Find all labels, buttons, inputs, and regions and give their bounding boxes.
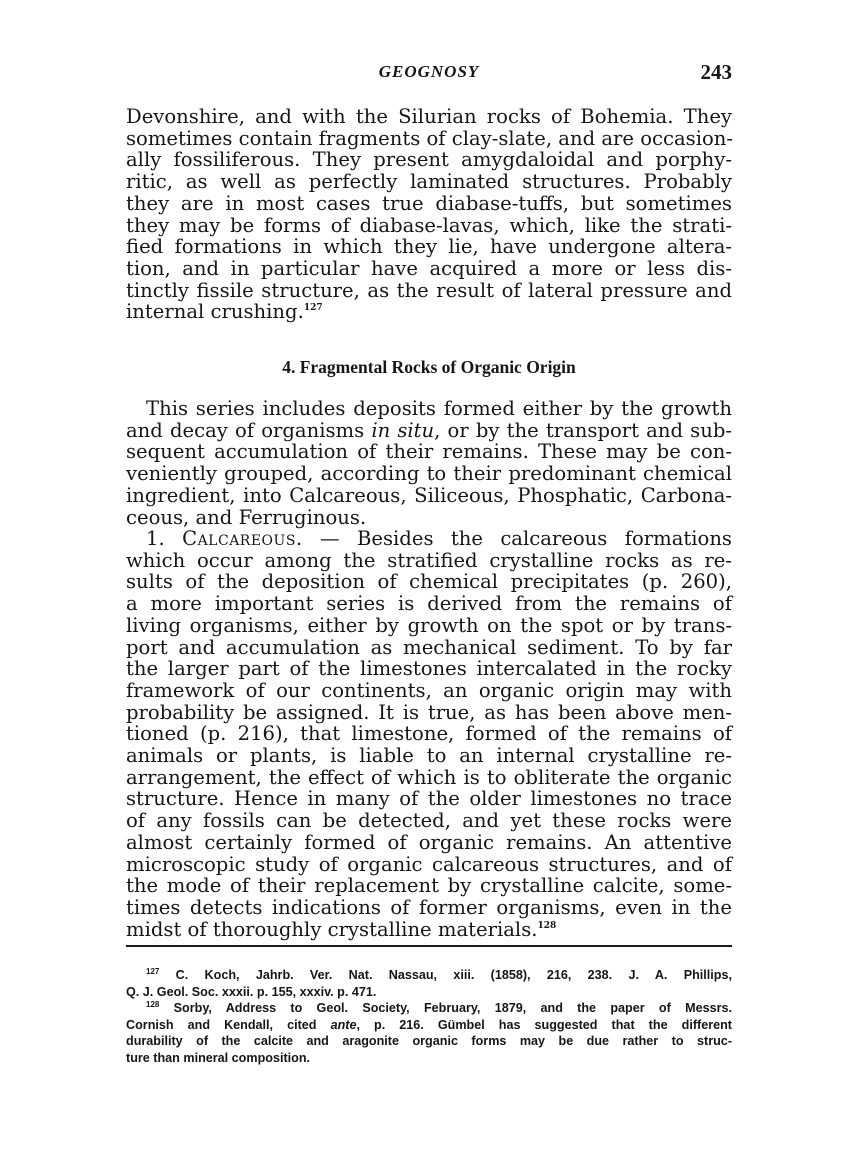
list-number: 1.: [146, 527, 165, 550]
text-line: they may be forms of diabase-lavas, which, like the strati-: [126, 213, 732, 237]
text-line: tinctly fissile structure, as the result of lateral pressure and: [126, 278, 732, 302]
text-line: [126, 919, 732, 941]
text-line: veniently grouped, according to their predominant chemical: [126, 462, 732, 486]
footnote-line: [126, 967, 732, 984]
footnote-mark: 127: [146, 967, 160, 976]
text-line: fied formations in which they lie, have undergone altera-: [126, 235, 732, 259]
footnote-127: [126, 967, 732, 1000]
footnote-line: [126, 1017, 732, 1034]
text-line: living organisms, either by growth on the spot or by trans-: [126, 613, 732, 637]
text-line: probability be assigned. It is true, as has been above men-: [126, 700, 732, 724]
text-fragment: internal crushing.: [126, 300, 304, 324]
paragraph-intro: [126, 398, 732, 528]
text-line: sults of the deposition of chemical precipitates (p. 260),: [126, 570, 732, 594]
footnote-ref-127: 127: [303, 303, 323, 314]
text-line: [126, 420, 732, 442]
text-line: the larger part of the limestones intercalated in the rocky: [126, 657, 732, 681]
text-fragment: , or by the transport and sub-: [434, 418, 732, 442]
subsection-title: Calcareous.: [182, 527, 303, 550]
text-fragment: Cornish and Kendall, cited: [126, 1017, 331, 1032]
text-line: framework of our continents, an organic origin may with: [126, 678, 732, 702]
text-line: they are in most cases true diabase-tuffs, but sometimes: [126, 191, 732, 215]
footnotes: [126, 967, 732, 1067]
text-fragment: and decay of organisms: [126, 418, 372, 442]
text-line: the mode of their replacement by crystalline calcite, some-: [126, 874, 732, 898]
text-fragment: , p. 216. Gümbel has suggested that the different: [356, 1017, 733, 1032]
text-line: This series includes deposits formed either by the growth: [146, 397, 732, 420]
text-line: microscopic study of organic calcareous structures, and of: [126, 852, 732, 876]
footnote-divider: [126, 945, 732, 947]
running-title: GEOGNOSY: [378, 62, 480, 81]
text-line: times detects indications of former organisms, even in the: [126, 895, 732, 919]
text-line: sometimes contain fragments of clay-slate, and are occasion-: [126, 126, 734, 150]
paragraph-continuation: [126, 106, 732, 323]
footnote-mark: 128: [146, 1000, 160, 1010]
footnote-line: durability of the calcite and aragonite organic forms may be due rather to struc-: [126, 1034, 732, 1049]
text-line: arrangement, the effect of which is to obliterate the organic: [126, 765, 732, 789]
text-line: almost certainly formed of organic remains. An attentive: [126, 830, 732, 854]
text-line: structure. Hence in many of the older limestones no trace: [126, 787, 732, 811]
footnote-line: [126, 1000, 732, 1017]
text-line: tion, and in particular have acquired a more or less dis-: [126, 256, 732, 280]
text-line: animals or plants, is liable to an internal crystalline re-: [126, 744, 732, 768]
running-head: [126, 62, 732, 88]
footnote-line: Q. J. Geol. Soc. xxxii. p. 155, xxxiv. p. 471.: [126, 984, 377, 999]
text-fragment: C. Koch, Jahrb. Ver. Nat. Nassau, xiii. (1858), 216, 238. J. A. Phillips,: [159, 968, 732, 982]
italic-term: in situ: [371, 418, 435, 442]
text-line: of any fossils can be detected, and yet these rocks were: [126, 809, 732, 833]
text-line: [126, 528, 732, 550]
text-line: a more important series is derived from the remains of: [126, 592, 732, 616]
text-line: which occur among the stratified crystalline rocks as re-: [126, 548, 732, 572]
italic-term: ante: [330, 1017, 357, 1032]
text-line: ingredient, into Calcareous, Siliceous, Phosphatic, Carbona-: [126, 483, 732, 507]
footnote-128: [126, 1000, 732, 1066]
text-fragment: — Besides the calcareous formations: [302, 527, 732, 550]
text-line: Devonshire, and with the Silurian rocks of Bohemia. They: [126, 105, 732, 128]
paragraph-calcareous: [126, 528, 732, 940]
text-line: tioned (p. 216), that limestone, formed of the remains of: [126, 722, 732, 746]
footnote-ref-128: 128: [537, 920, 557, 931]
text-line: ceous, and Ferruginous.: [126, 505, 367, 529]
page-number: 243: [700, 60, 732, 84]
section-heading: 4. Fragmental Rocks of Organic Origin: [282, 357, 576, 377]
text-line: port and accumulation as mechanical sediment. To by far: [126, 635, 732, 659]
text-fragment: Sorby, Address to Geol. Society, February, 1879, and the paper of Messrs.: [159, 1001, 732, 1016]
text-line: ally fossiliferous. They present amygdaloidal and porphy-: [126, 148, 732, 172]
footnote-line: ture than mineral composition.: [126, 1050, 311, 1065]
text-line: ritic, as well as perfectly laminated structures. Probably: [126, 170, 732, 194]
text-line: sequent accumulation of their remains. These may be con-: [126, 440, 732, 464]
text-line: [126, 301, 732, 323]
text-fragment: midst of thoroughly crystalline materials.: [126, 917, 538, 941]
